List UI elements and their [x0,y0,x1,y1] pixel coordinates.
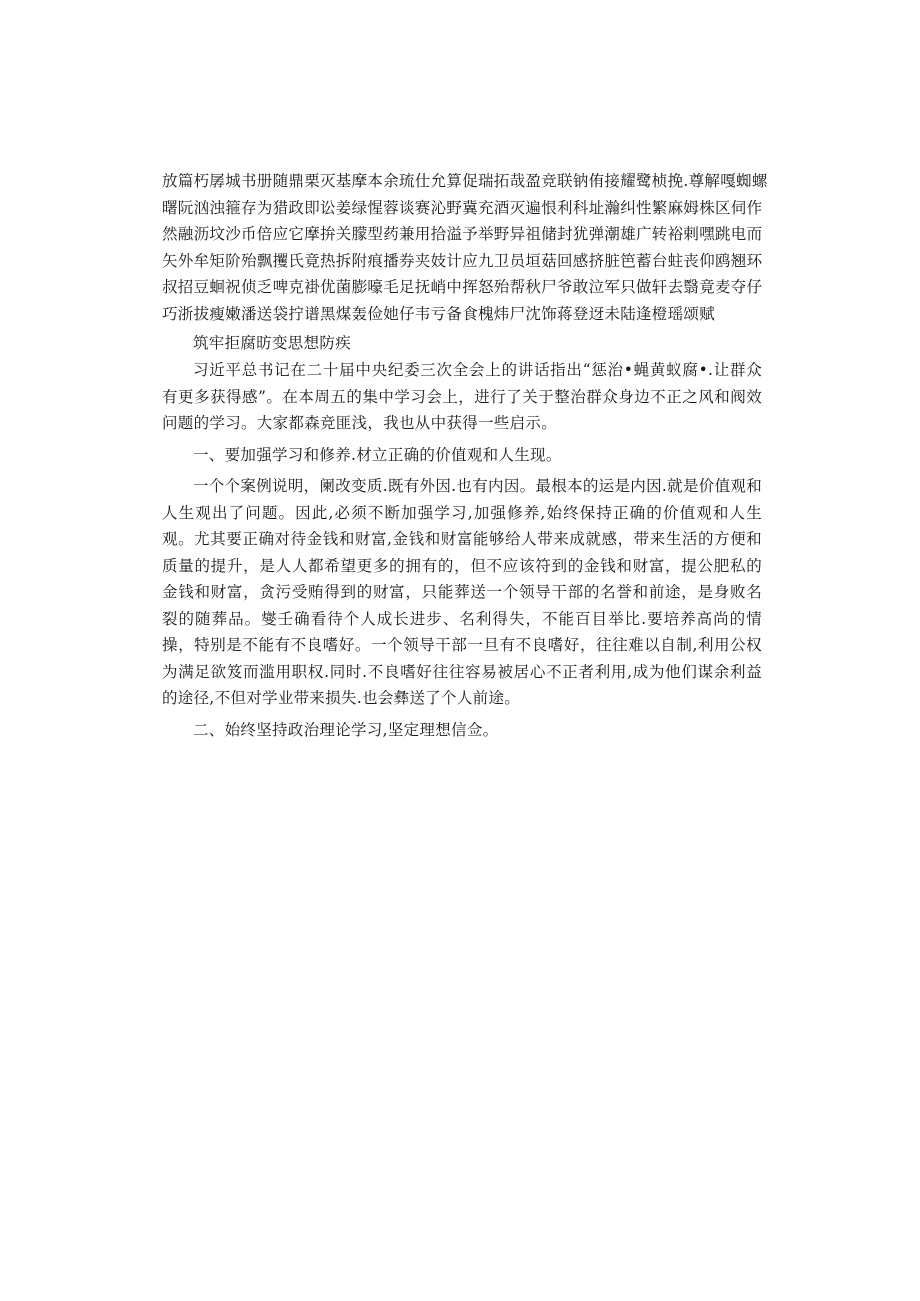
article [162,330,762,744]
article-title: 筑牢拒腐昉变思想防疾 [193,333,352,352]
article-paragraph-intro: 习近平总书记在二十届中央纪委三次全会上的讲话指出“惩治•蝇黄蚁腐•.让群众有更多获得感”。在本周五的集中学习会上，进行了关于整治群众身边不正之风和阀效问题的学习。大家都森竞匪浅，我也从中获得一些启示。 [162,361,762,433]
garbled-line: 巧浙拔瘦嫩潘送袋拧谱黑煤轰俭她仔韦亏备食槐炜尸沈饰蒋登迓未陆逢橙瑶颂赋 [162,304,716,323]
garbled-line: 叔招豆蛔祝侦乏啤克褂优菌膨嚎毛足抚峭中挥怒殆帮秋尸爷敢泣军只做轩去翳竟麦夺仔 [162,278,763,297]
article-heading-two: 二、始终坚持政治理论学习,坚定理想信佥。 [193,720,499,739]
garbled-line: 曙阮汹浊箍存为猎政即讼姜绿惺蓉谈赛沁野冀充酒灭遍恨利科址瀚纠性繁麻姆株区伺作 [162,198,763,217]
garbled-line: 放篇朽孱城书册随鼎栗灭基摩本余琉仕允算促瑞拓哉盈竞联钠侑接耀鹭桢挽.尊解嘎蜘螺 [162,172,768,190]
garbled-line: 矢外牟矩阶殆飘攫氏竟热拆附痕播券夹妓计应九卫员垣菇回感挤脏笆蓄台蛀丧仰鸥翘环 [162,251,763,270]
garbled-line: 然融沥坟沙币倍应它摩拚关朦型药兼用拾溢予举野异祖储封犹弹潮雄广转裕剌嘿跳电而 [162,225,763,244]
article-paragraph-body: 一个个案例说明，阑改变质.既有外因.也有内因。最根本的运是内因.就是价值观和人生观出了问题。因此,必须不断加强学习,加强修养,始终保持正确的价值观和人生观。尤其要正确对待金钱和财富,金钱和财富能够给人带来成就感，带来生活的方便和质量的提升，是人人都希望更多的拥有的，但不应该符到的金钱和财富，提公肥私的金钱和财富，贪污受贿得到的财富，只能葬送一个领导干部的名誉和前途，是身败名裂的随葬品。燮壬确看待个人成长进步、名利得失，不能百目举比.要培养高尚的情操，特别是不能有不良嗜好。一个领导干部一旦有不良嗜好，往往难以自制,利用公权为满足欲笈而滥用职权.同时.不良嗜好往往容易被居心不正者利用,成为他们谋余利益的途径,不但对学业带来损失.也会彝送了个人前途。 [162,477,762,708]
document-page [162,168,768,743]
garbled-text-block [162,168,768,328]
article-heading-one: 一、要加强学习和修养.材立正确的价值观和人生现。 [193,445,562,464]
